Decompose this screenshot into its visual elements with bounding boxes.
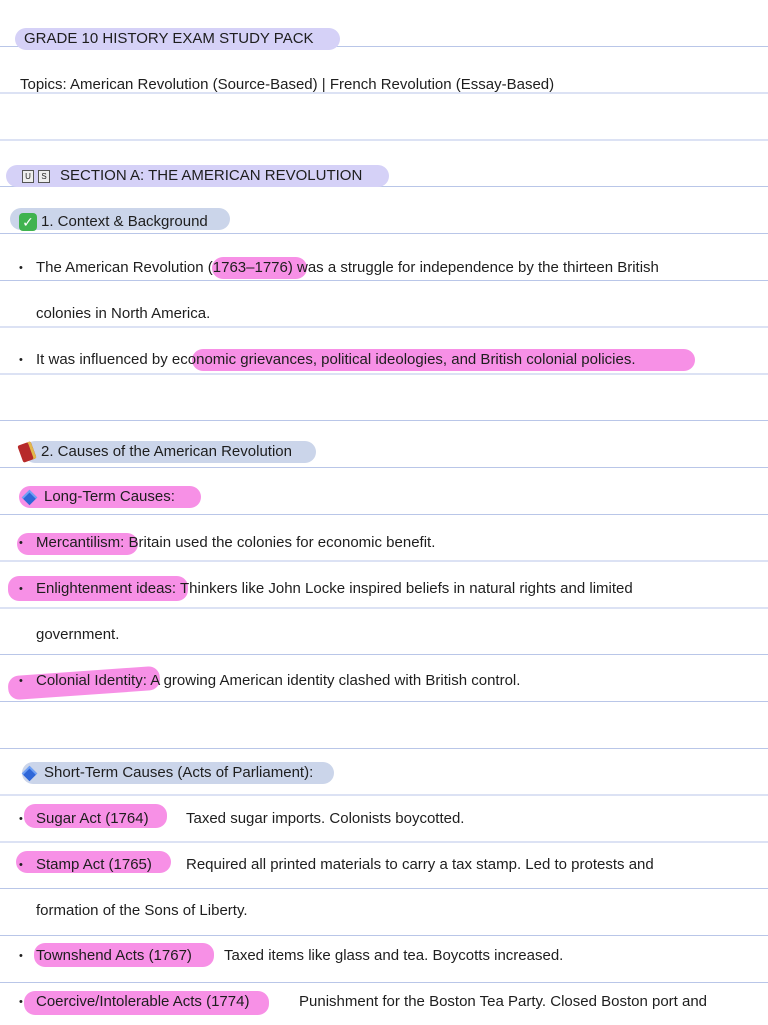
short-term-item-continued: formation of the Sons of Liberty. — [36, 902, 248, 919]
short-term-item: • Sugar Act (1764) Taxed sugar imports. Colonists boycotted. — [19, 810, 465, 827]
flag-u-icon: U — [22, 170, 34, 183]
causes-heading: 2. Causes of the American Revolution — [20, 429, 292, 475]
blue-diamond-icon — [22, 489, 38, 505]
context-bullet-2: • It was influenced by economic grievances, political ideologies, and British colonial policies. — [19, 351, 636, 368]
context-heading: ✓ 1. Context & Background — [19, 199, 208, 245]
section-a-heading: U S SECTION A: THE AMERICAN REVOLUTION — [22, 153, 362, 199]
topics-line: Topics: American Revolution (Source-Based) | French Revolution (Essay-Based) — [20, 76, 555, 93]
book-icon — [17, 441, 36, 463]
context-bullet-1-continued: colonies in North America. — [36, 305, 211, 322]
page-title: GRADE 10 HISTORY EXAM STUDY PACK — [24, 30, 314, 47]
long-term-item: • Mercantilism: Britain used the colonies for economic benefit. — [19, 534, 436, 551]
long-term-item-continued: government. — [36, 626, 120, 643]
flag-s-icon: S — [38, 170, 50, 183]
short-term-item: • Stamp Act (1765) Required all printed materials to carry a tax stamp. Led to protests and — [19, 856, 654, 873]
short-term-item: • Townshend Acts (1767) Taxed items like glass and tea. Boycotts increased. — [19, 947, 564, 964]
blue-diamond-icon — [22, 765, 38, 781]
context-bullet-1: • The American Revolution (1763–1776) was a struggle for independence by the thirteen British — [19, 259, 659, 276]
short-term-item: • Coercive/Intolerable Acts (1774) Punishment for the Boston Tea Party. Closed Boston port and — [19, 993, 708, 1010]
long-term-heading: Long-Term Causes: — [20, 474, 175, 520]
long-term-item: • Colonial Identity: A growing American identity clashed with British control. — [19, 672, 521, 689]
checkmark-icon: ✓ — [19, 213, 37, 231]
short-term-heading: Short-Term Causes (Acts of Parliament): — [20, 750, 313, 796]
long-term-item: • Enlightenment ideas: Thinkers like John Locke inspired beliefs in natural rights and limited — [19, 580, 633, 597]
